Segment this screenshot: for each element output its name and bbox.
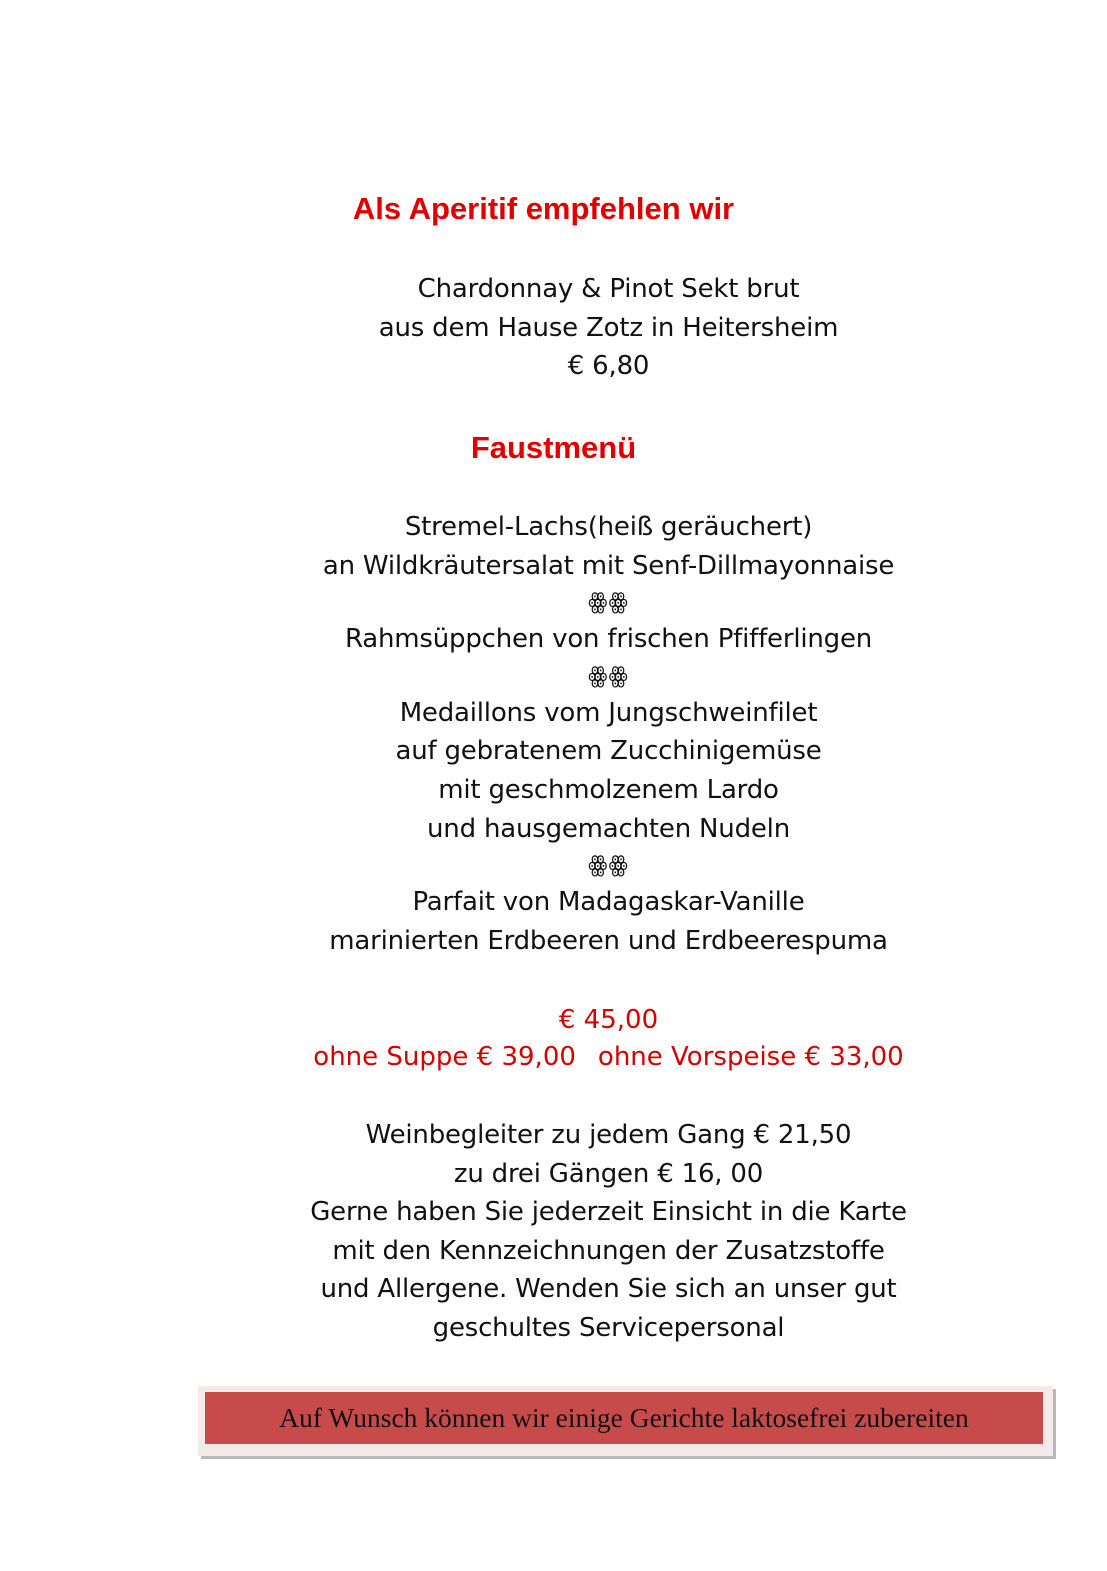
menu-heading: Faustmenü bbox=[470, 430, 637, 465]
course-line: auf gebratenem Zucchinigemüse bbox=[395, 736, 822, 767]
footer-info bbox=[0, 1116, 1107, 1348]
course-line: an Wildkräutersalat mit Senf-Dillmayonnaise bbox=[322, 550, 895, 581]
aperitif-price: € 6,80 bbox=[567, 351, 650, 382]
aperitif-line: aus dem Hause Zotz in Heitersheim bbox=[378, 312, 839, 343]
ornament-divider-icon: ꙮꙮ bbox=[588, 853, 629, 879]
price-without-starter: ohne Vorspeise € 33,00 bbox=[597, 1042, 904, 1072]
course-line: und hausgemachten Nudeln bbox=[427, 813, 790, 844]
course-line: Rahmsüppchen von frischen Pfifferlingen bbox=[344, 624, 873, 655]
allergen-info-line: Gerne haben Sie jederzeit Einsicht in die Karte bbox=[310, 1197, 907, 1228]
notice-text: Auf Wunsch können wir einige Gerichte laktosefrei zubereiten bbox=[279, 1402, 969, 1433]
ornament-divider-icon: ꙮꙮ bbox=[588, 590, 629, 616]
course-line: Parfait von Madagaskar-Vanille bbox=[412, 887, 805, 918]
course-line: Medaillons vom Jungschweinfilet bbox=[399, 697, 818, 728]
aperitif-line: Chardonnay & Pinot Sekt brut bbox=[417, 274, 800, 304]
allergen-info-line: und Allergene. Wenden Sie sich an unser gut bbox=[320, 1274, 897, 1305]
price-without-soup: ohne Suppe € 39,00 bbox=[313, 1042, 576, 1072]
menu-courses bbox=[0, 508, 1107, 960]
wine-pairing-line: zu drei Gängen € 16, 00 bbox=[453, 1158, 764, 1189]
allergen-info-line: geschultes Servicepersonal bbox=[432, 1312, 785, 1343]
price-options bbox=[0, 1039, 1107, 1076]
aperitif-description bbox=[0, 270, 1107, 386]
course-line: mit geschmolzenem Lardo bbox=[438, 774, 779, 805]
wine-pairing-line: Weinbegleiter zu jedem Gang € 21,50 bbox=[365, 1120, 852, 1150]
lactose-free-notice bbox=[198, 1386, 1053, 1456]
aperitif-heading: Als Aperitif empfehlen wir bbox=[352, 191, 735, 226]
notice-banner bbox=[205, 1392, 1043, 1444]
ornament-divider-icon: ꙮꙮ bbox=[588, 663, 629, 689]
course-line: marinierten Erdbeeren und Erdbeerespuma bbox=[329, 925, 888, 956]
price-full: € 45,00 bbox=[558, 1005, 659, 1035]
allergen-info-line: mit den Kennzeichnungen der Zusatzstoffe bbox=[332, 1235, 885, 1266]
menu-prices bbox=[0, 1002, 1107, 1076]
course-line: Stremel-Lachs(heiß geräuchert) bbox=[404, 512, 813, 542]
